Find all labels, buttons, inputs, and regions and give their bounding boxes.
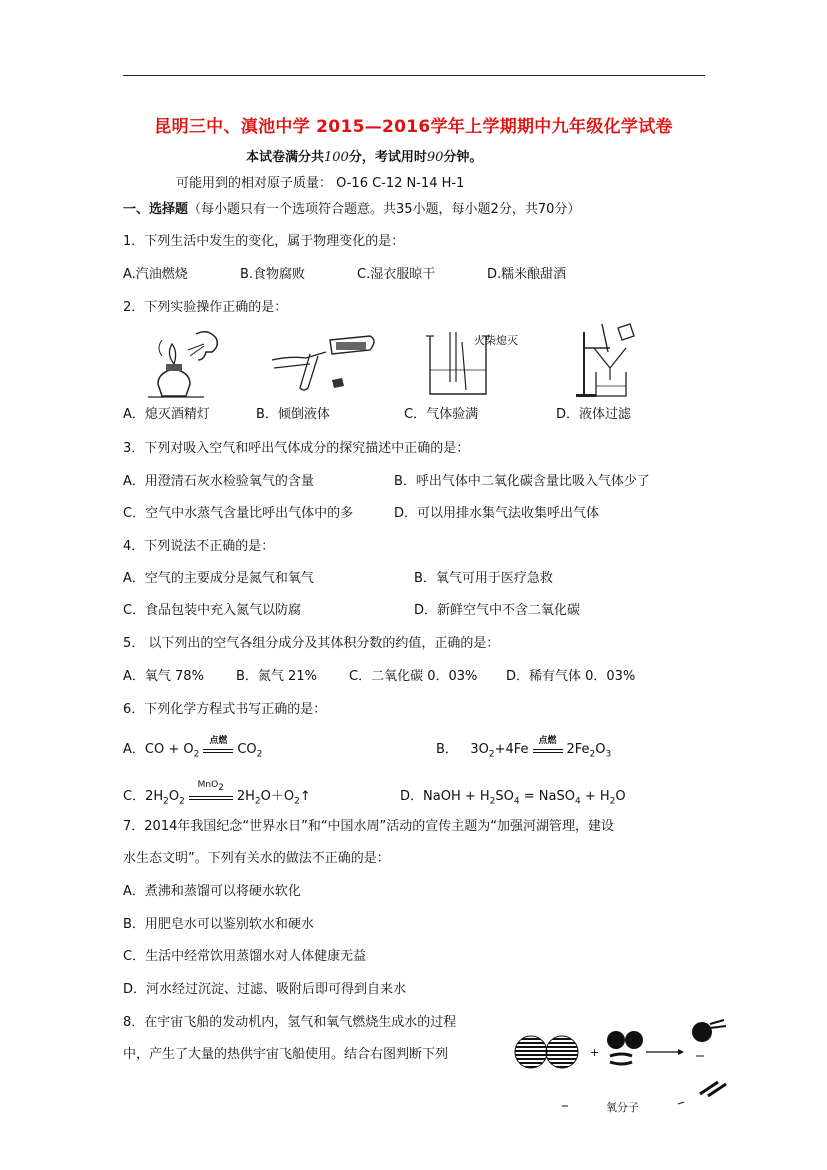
q7-stem-line1: 7．2014年我国纪念“世界水日”和“中国水周”活动的宣传主题为“加强河湖管理，建设 [123,819,615,834]
q7-option-c: C．生活中经常饮用蒸馏水对人体健康无益 [123,949,367,964]
q5-option-b: B．氮气 21% [236,669,317,684]
figure-extinguish-lamp [148,326,228,398]
atomic-mass-note: 可能用到的相对原子质量： O-16 C-12 N-14 H-1 [176,176,465,191]
q2-stem: 2．下列实验操作正确的是： [123,300,288,315]
header-rule [123,75,705,76]
exam-title: 昆明三中、滇池中学 2015—2016学年上学期期中九年级化学试卷 [154,117,673,137]
q5-option-c: C．二氧化碳 0．03% [349,669,478,684]
q5-option-a: A．氧气 78% [123,669,204,684]
q5-stem: 5． 以下列出的空气各组分成分及其体积分数的约值，正确的是： [123,636,500,651]
q4-option-c: C．食品包装中充入氮气以防腐 [123,603,302,618]
q3-option-d: D．可以用排水集气法收集呼出气体 [394,506,600,521]
q1-stem: 1．下列生活中发生的变化，属于物理变化的是： [123,234,405,249]
q2-option-c: C．气体验满 [404,407,479,422]
q6-option-a: A．CO + $O_2$ 点燃 $CO_2$ [123,735,263,760]
reaction-condition-sign: 点燃 [533,743,563,757]
q5-option-d: D．稀有气体 0．03% [506,669,636,684]
q6-stem: 6．下列化学方程式书写正确的是： [123,702,327,717]
q2-option-d: D．液体过滤 [556,407,632,422]
q2-option-b: B．倾倒液体 [256,407,330,422]
svg-text:+: + [590,1046,600,1059]
q7-stem-line2: 水生态文明”。下列有关水的做法不正确的是： [123,851,390,866]
q6-option-b: B． $3O_2+4Fe$ 点燃 $2Fe_2O_3$ [436,735,612,760]
figure-filtration [574,322,640,398]
q7-option-b: B．用肥皂水可以鉴别软水和硬水 [123,917,314,932]
q3-option-a: A．用澄清石灰水检验氧气的含量 [123,474,314,489]
q7-option-d: D．河水经过沉淀、过滤、吸附后即可得到自来水 [123,982,407,997]
section-heading: 一、选择题（每小题只有一个选项符合题意。共35小题，每小题2分，共70分） [123,202,581,217]
q3-option-c: C．空气中水蒸气含量比呼出气体中的多 [123,506,354,521]
q4-option-a: A．空气的主要成分是氮气和氧气 [123,571,314,586]
q3-option-b: B．呼出气体中二氧化碳含量比吸入气体少了 [394,474,650,489]
q7-option-a: A．煮沸和蒸馏可以将硬水软化 [123,884,301,899]
reaction-condition-sign: 点燃 [203,743,233,757]
q8-stem-line2: 中，产生了大量的热供宇宙飞船使用。结合右图判断下列 [123,1047,449,1062]
q1-option-a: A.汽油燃烧 [123,267,188,282]
reaction-condition-sign: MnO$_2$ [189,790,233,804]
figure-caption: 氧分子 [606,1101,639,1114]
q1-option-b: B.食物腐败 [240,267,306,282]
q1-option-c: C.湿衣服晾干 [357,267,436,282]
q4-option-b: B．氧气可用于医疗急救 [414,571,553,586]
figure-pour-liquid [270,330,380,396]
q3-stem: 3．下列对吸入空气和呼出气体成分的探究描述中正确的是： [123,441,470,456]
q1-option-d: D.糯米酿甜酒 [487,267,567,282]
q6-option-d: D．NaOH + $H_2SO_4$ = NaSO$_4$ + $H_2O$ [400,789,626,807]
exam-subtitle: 本试卷满分共100分，考试用时90分钟。 [246,150,483,165]
q6-option-c: C．$2H_2O_2$ MnO$_2$ $2H_2O+O_2↑$ [123,779,311,807]
match-label: 火柴熄灭 [474,334,518,347]
q2-option-a: A．熄灭酒精灯 [123,407,210,422]
q4-option-d: D．新鲜空气中不含二氧化碳 [414,603,581,618]
q4-stem: 4．下列说法不正确的是： [123,539,275,554]
q8-stem-line1: 8．在宇宙飞船的发动机内，氢气和氧气燃烧生成水的过程 [123,1015,457,1030]
